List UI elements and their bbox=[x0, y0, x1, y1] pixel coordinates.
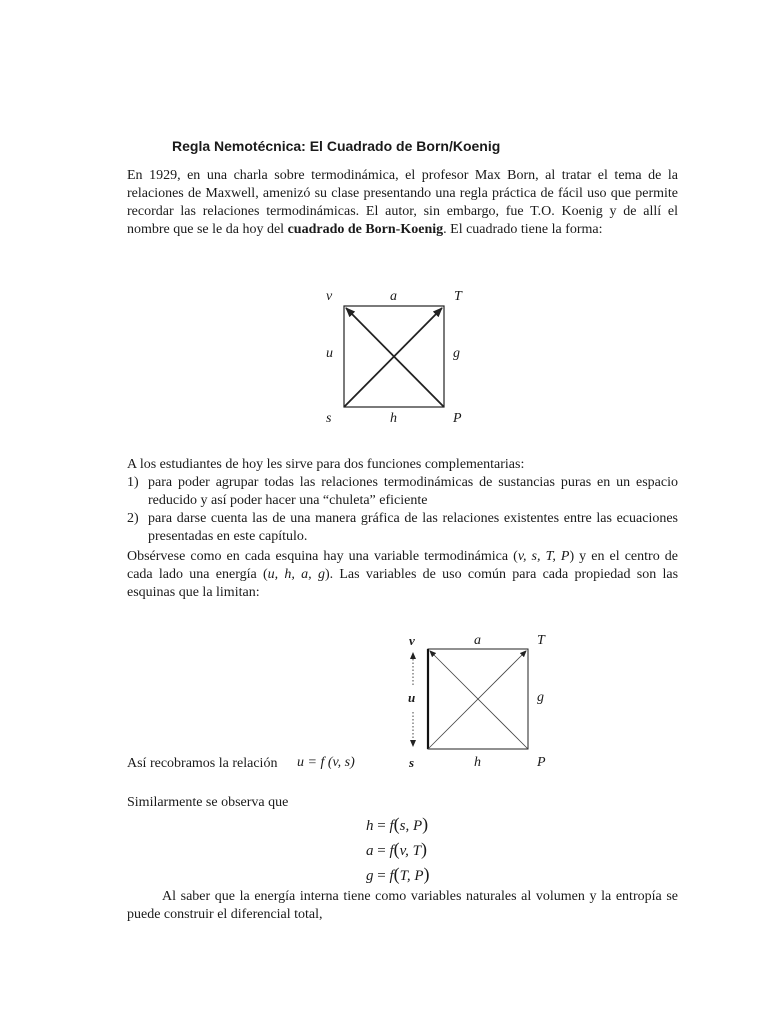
square1-arrow-s-to-T bbox=[344, 308, 442, 407]
equation-args: T, P bbox=[399, 868, 424, 884]
square1-label-h: h bbox=[390, 411, 397, 426]
closing-paragraph: Al saber que la energía interna tiene como variables naturales al volumen y la entropía se puede construir el diferencial total, bbox=[127, 889, 678, 922]
equation-lhs: g bbox=[366, 868, 374, 884]
square2-label-s: s bbox=[409, 755, 415, 770]
square2-label-T: T bbox=[537, 633, 545, 648]
square2-label-h: h bbox=[474, 755, 481, 770]
list-item-number: 2) bbox=[127, 511, 139, 526]
list-item bbox=[127, 474, 678, 510]
square2-label-a: a bbox=[474, 633, 481, 648]
square1-label-a: a bbox=[390, 289, 397, 304]
square2-label-v: v bbox=[409, 633, 415, 648]
intro-bold-term: cuadrado de Born-Koenig bbox=[287, 222, 444, 237]
intro-text-1: En 1929, en una charla sobre termodinámica, el profesor Max Born, al tratar el tema de la relaciones de Maxwell, amenizó su clase presentando una regla práctica de fácil uso que permite recordar las relaciones termodinámicas. El autor, sin embargo, fue T.O. Koenig y de allí el nombre que se le da hoy del bbox=[127, 168, 678, 237]
observe-text-3: ). Las variables de uso común para cada propiedad son las esquinas que la limitan: bbox=[127, 567, 679, 600]
equation-lhs: a bbox=[366, 843, 374, 859]
square1-label-P: P bbox=[453, 411, 462, 426]
square1-label-v: v bbox=[326, 289, 333, 304]
similar-text: Similarmente se observa que bbox=[127, 795, 289, 810]
equation-lhs: h bbox=[366, 818, 374, 834]
observe-paragraph bbox=[127, 548, 678, 602]
list-item-text: para poder agrupar todas las relaciones termodinámicas de sustancias puras en un espacio reducido y así poder hacer una “chuleta” eficiente bbox=[148, 475, 678, 508]
square2-diagonal-1 bbox=[428, 651, 526, 749]
square1-label-u: u bbox=[326, 346, 333, 361]
square1-label-T: T bbox=[454, 289, 462, 304]
equation-g: g = f(T, P) bbox=[366, 864, 430, 884]
list-item bbox=[127, 510, 678, 546]
square2-label-P: P bbox=[537, 755, 546, 770]
equation-h: h = f(s, P) bbox=[366, 814, 429, 834]
observe-text-2: ) y en el centro de cada lado una energía ( bbox=[127, 549, 678, 582]
equation-args: s, P bbox=[399, 818, 423, 834]
square2-label-g: g bbox=[537, 690, 544, 705]
page-title: Regla Nemotécnica: El Cuadrado de Born/Koenig bbox=[172, 138, 501, 154]
square2-label-u: u bbox=[408, 690, 416, 705]
square1-label-g: g bbox=[453, 346, 460, 361]
observe-text-1: Obsérvese como en cada esquina hay una variable termodinámica ( bbox=[127, 549, 518, 564]
equation-a: a = f(v, T) bbox=[366, 839, 428, 859]
square2-diagonal-2 bbox=[430, 651, 528, 749]
intro-text-2: . El cuadrado tiene la forma: bbox=[443, 222, 603, 237]
square1-label-s: s bbox=[326, 411, 332, 426]
observe-energies: u, h, a, g bbox=[267, 567, 325, 582]
equation-args: v, T bbox=[399, 843, 422, 859]
students-lead: A los estudiantes de hoy les sirve para dos funciones complementarias: bbox=[127, 457, 525, 472]
square1-arrow-P-to-v bbox=[346, 308, 444, 407]
observe-vars: v, s, T, P bbox=[517, 549, 570, 564]
list-item-number: 1) bbox=[127, 475, 139, 490]
relation-formula: u = f (v, s) bbox=[297, 755, 355, 770]
list-item-text: para darse cuenta las de una manera gráfica de las relaciones existentes entre las ecuaciones presentadas en este capítulo. bbox=[148, 511, 678, 544]
relation-text: Así recobramos la relación bbox=[127, 756, 278, 771]
